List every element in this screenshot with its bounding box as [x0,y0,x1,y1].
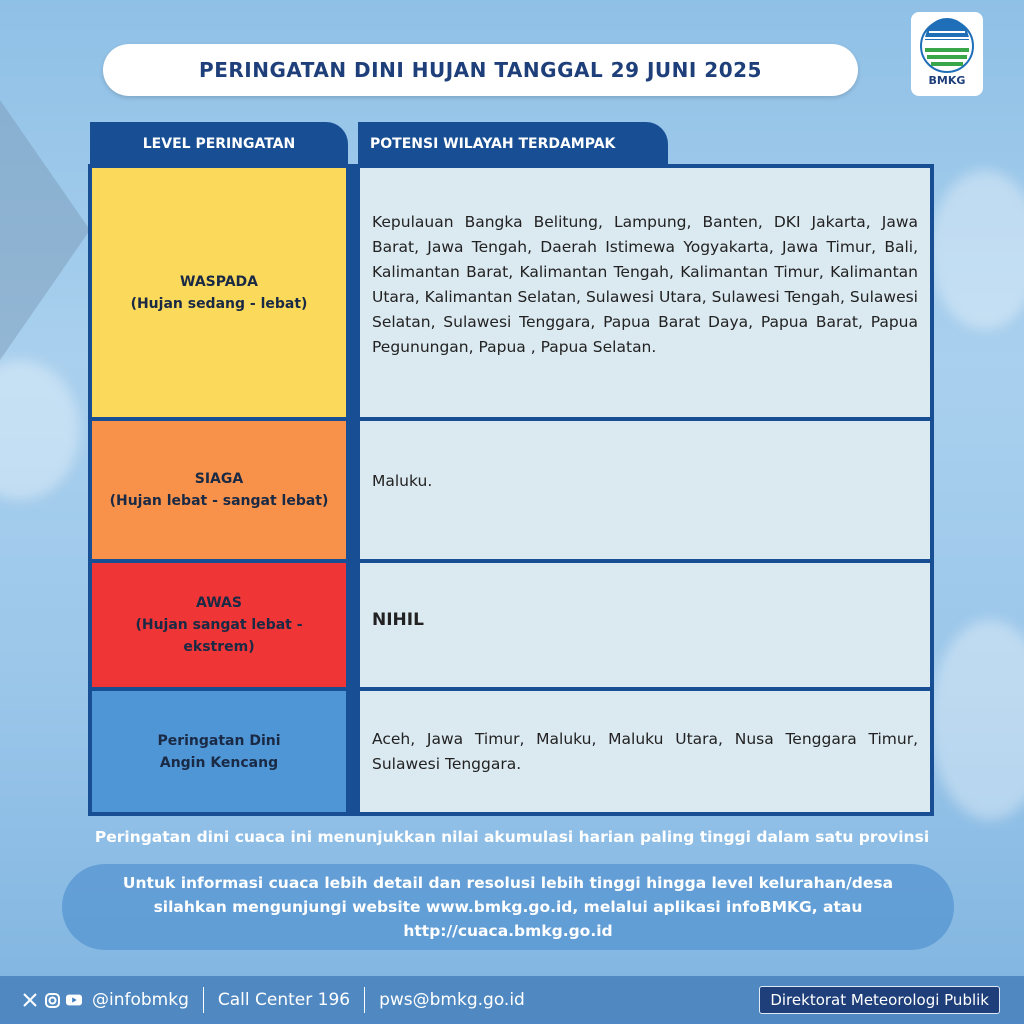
instagram-icon[interactable] [44,992,60,1008]
level-sub: (Hujan sedang - lebat) [130,295,308,312]
warning-table [88,164,934,816]
level-name: Peringatan Dini [157,732,281,749]
area-text: Aceh, Jawa Timur, Maluku, Maluku Utara, Nusa Tenggara Timur, Sulawesi Tenggara. [372,730,918,773]
area-cell-angin-kencang [360,691,930,812]
level-name: SIAGA [194,471,244,487]
bmkg-logo [911,12,983,96]
divider [364,987,365,1013]
area-cell-waspada [360,168,930,417]
level-name: AWAS [196,595,242,611]
bmkg-logo-icon [919,18,975,74]
email-link[interactable]: pws@bmkg.go.id [379,990,525,1010]
logo-text: BMKG [928,74,966,87]
area-text: NIHIL [372,609,424,630]
level-cell-awas [92,563,346,687]
cloud-decoration [0,360,80,500]
level-sub: (Hujan lebat - sangat lebat) [109,493,329,509]
call-center: Call Center 196 [217,990,351,1010]
area-cell-awas [360,563,930,687]
x-icon[interactable] [22,992,38,1008]
background-triangle [0,100,90,360]
level-cell-waspada [92,168,346,417]
youtube-icon[interactable] [66,992,82,1008]
social-icons [22,990,189,1010]
info-pill [62,864,954,950]
header-level: LEVEL PERINGATAN [90,122,348,166]
department-badge: Direktorat Meteorologi Publik [759,986,1000,1014]
level-cell-angin-kencang [92,691,346,812]
area-text: Maluku. [372,472,433,490]
social-handle[interactable]: @infobmkg [92,990,189,1010]
cloud-decoration [930,620,1024,820]
header-area: POTENSI WILAYAH TERDAMPAK [358,122,668,166]
level-sub: (Hujan sangat lebat - ekstrem) [135,617,303,655]
level-sub: Angin Kencang [159,754,279,771]
footer-bar [0,976,1024,1024]
note-text: Peringatan dini cuaca ini menunjukkan nilai akumulasi harian paling tinggi dalam satu provinsi [94,828,930,846]
level-cell-siaga [92,421,346,559]
info-text: Untuk informasi cuaca lebih detail dan resolusi lebih tinggi hingga level kelurahan/desa silahkan mengunjungi website www.bmkg.go.id, melalui aplikasi infoBMKG, atau http://cuaca.bmkg.go.id [122,874,894,940]
page-title-pill [103,44,858,96]
cloud-decoration [930,170,1024,330]
level-name: WASPADA [180,273,258,290]
area-cell-siaga [360,421,930,559]
area-text: Kepulauan Bangka Belitung, Lampung, Banten, DKI Jakarta, Jawa Barat, Jawa Tengah, Daerah Istimewa Yogyakarta, Jawa Timur, Bali, Kalimantan Barat, Kalimantan Tengah, Kalimantan Timur, Kalimantan Utara, Kalimantan Selatan, Sulawesi Utara, Sulawesi Tengah, Sulawesi Selatan, Sulawesi Tenggara, Papua Barat Daya, Papua Barat, Papua Pegunungan, Papua , Papua Selatan. [372,213,918,356]
page-title: PERINGATAN DINI HUJAN TANGGAL 29 JUNI 2025 [199,58,762,82]
divider [203,987,204,1013]
